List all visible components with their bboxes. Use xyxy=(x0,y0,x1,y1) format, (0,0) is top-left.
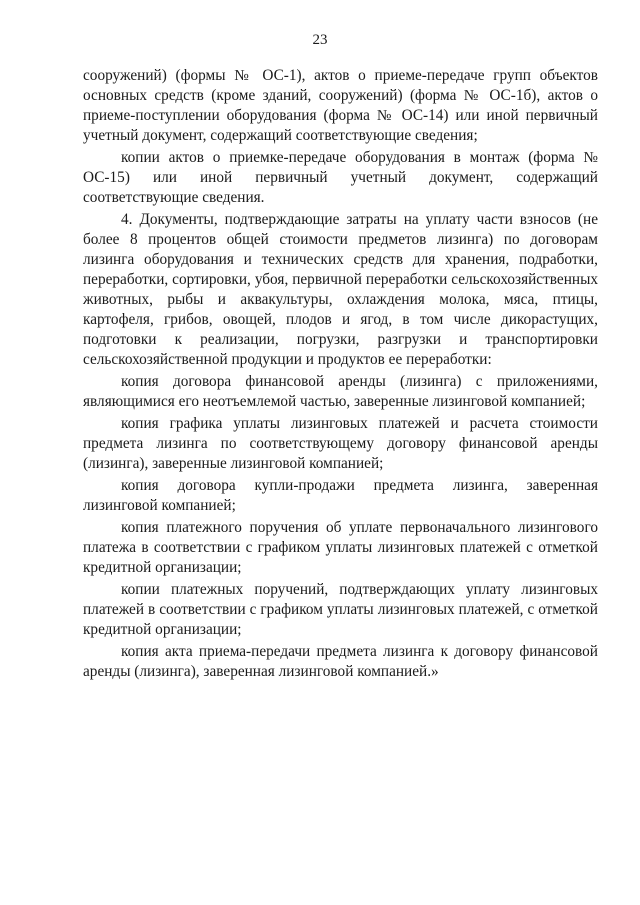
paragraph-continuation: сооружений) (формы № ОС-1), актов о приеме-передаче групп объектов основных средств (кроме зданий, сооружений) (форма № ОС-1б), актов о приеме-поступлении оборудования (форма № ОС-14) или иной первичный учетный документ, содержащий соответствующие сведения; xyxy=(83,67,598,144)
paragraph-purchase-contract: копия договора купли-продажи предмета лизинга, заверенная лизинговой компанией; xyxy=(83,477,598,514)
paragraph-acceptance-act: копия акта приема-передачи предмета лизинга к договору финансовой аренды (лизинга), заверенная лизинговой компанией.» xyxy=(83,643,598,680)
document-body xyxy=(83,66,598,684)
paragraph-leasing-contract: копия договора финансовой аренды (лизинга) с приложениями, являющимися его неотъемлемой частью, заверенные лизинговой компанией; xyxy=(83,373,598,410)
paragraph-oc15-copies: копии актов о приемке-передаче оборудования в монтаж (форма № ОС-15) или иной первичный учетный документ, содержащий соответствующие сведения. xyxy=(83,149,598,206)
paragraph-payment-schedule: копия графика уплаты лизинговых платежей и расчета стоимости предмета лизинга по соответствующему договору финансовой аренды (лизинга), заверенные лизинговой компанией; xyxy=(83,415,598,472)
paragraph-initial-payment: копия платежного поручения об уплате первоначального лизингового платежа в соответствии с графиком уплаты лизинговых платежей с отметкой кредитной организации; xyxy=(83,519,598,576)
paragraph-payment-orders: копии платежных поручений, подтверждающих уплату лизинговых платежей в соответствии с графиком уплаты лизинговых платежей, с отметкой кредитной организации; xyxy=(83,581,598,638)
paragraph-item-4: 4. Документы, подтверждающие затраты на уплату части взносов (не более 8 процентов общей стоимости предметов лизинга) по договорам лизинга оборудования и технических средств для хранения, подработки, переработки, сортировки, убоя, первичной переработки сельскохозяйственных животных, рыбы и аквакультуры, охлаждения молока, мяса, птицы, картофеля, грибов, овощей, плодов и ягод, в том числе дикорастущих, подготовки к реализации, погрузки, разгрузки и транспортировки сельскохозяйственной продукции и продуктов ее переработки: xyxy=(83,211,598,368)
page-number: 23 xyxy=(312,32,328,48)
